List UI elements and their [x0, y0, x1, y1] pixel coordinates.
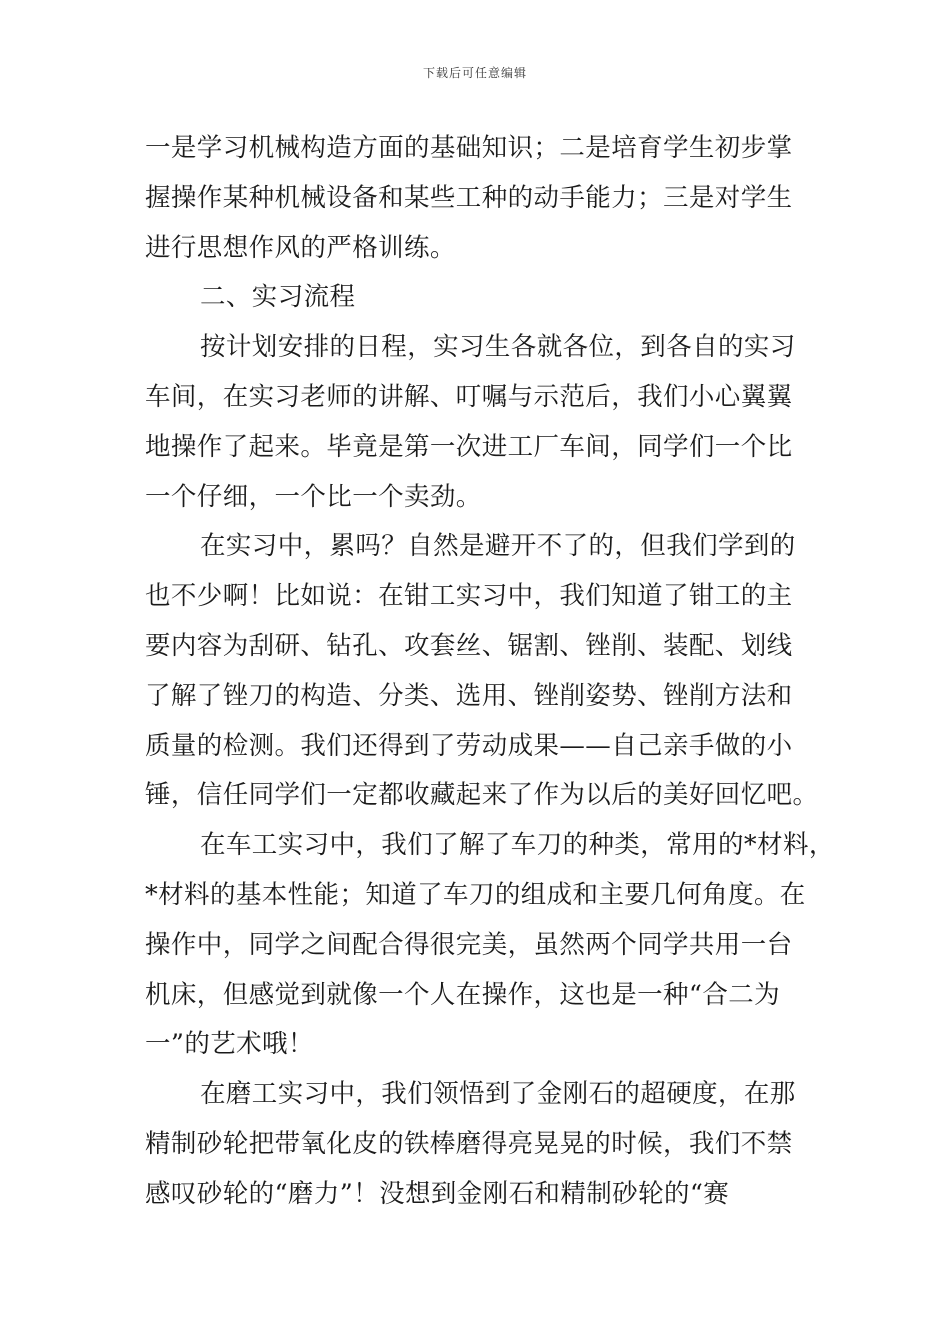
text-line: 在实习中，累吗？自然是避开不了的，但我们学到的	[200, 531, 796, 562]
text-line: 地操作了起来。毕竟是第一次进工厂车间，同学们一个比	[145, 431, 793, 462]
text-line: 一是学习机械构造方面的基础知识；二是培育学生初步掌	[145, 133, 793, 163]
text-line: 机床，但感觉到就像一个人在操作，这也是一种“合二为	[145, 979, 781, 1010]
text-line: 二、实习流程	[200, 282, 356, 313]
text-line: 锤，信任同学们一定都收藏起来了作为以后的美好回忆吧。	[145, 780, 819, 811]
text-line: 进行思想作风的严格训练。	[145, 232, 456, 263]
text-line: 精制砂轮把带氧化皮的铁棒磨得亮晃晃的时候，我们不禁	[145, 1128, 793, 1159]
text-line: 操作中，同学之间配合得很完美，虽然两个同学共用一台	[145, 929, 793, 960]
document-body	[145, 124, 835, 1220]
text-line: 感叹砂轮的“磨力”！没想到金刚石和精制砂轮的“赛	[145, 1178, 730, 1209]
text-line: 按计划安排的日程，实习生各就各位，到各自的实习	[200, 332, 796, 363]
text-line: 也不少啊！比如说：在钳工实习中，我们知道了钳工的主	[145, 581, 793, 612]
text-line: 一”的艺术哦！	[145, 1029, 314, 1060]
text-line: 要内容为刮研、钻孔、攻套丝、锯割、锉削、装配、划线	[145, 630, 793, 661]
text-line: 质量的检测。我们还得到了劳动成果——自己亲手做的小	[145, 730, 793, 761]
text-line: 车间，在实习老师的讲解、叮嘱与示范后，我们小心翼翼	[145, 381, 793, 412]
text-line: 在车工实习中，我们了解了车刀的种类，常用的*材料，	[200, 830, 835, 861]
text-line: 在磨工实习中，我们领悟到了金刚石的超硬度，在那	[200, 1079, 796, 1110]
text-line: 握操作某种机械设备和某些工种的动手能力；三是对学生	[145, 182, 793, 213]
page-header: 下载后可任意编辑	[422, 66, 527, 80]
text-line: 一个仔细，一个比一个卖劲。	[145, 481, 482, 512]
text-line: 了解了锉刀的构造、分类、选用、锉削姿势、锉削方法和	[145, 680, 793, 711]
text-line: *材料的基本性能；知道了车刀的组成和主要几何角度。在	[145, 879, 806, 910]
